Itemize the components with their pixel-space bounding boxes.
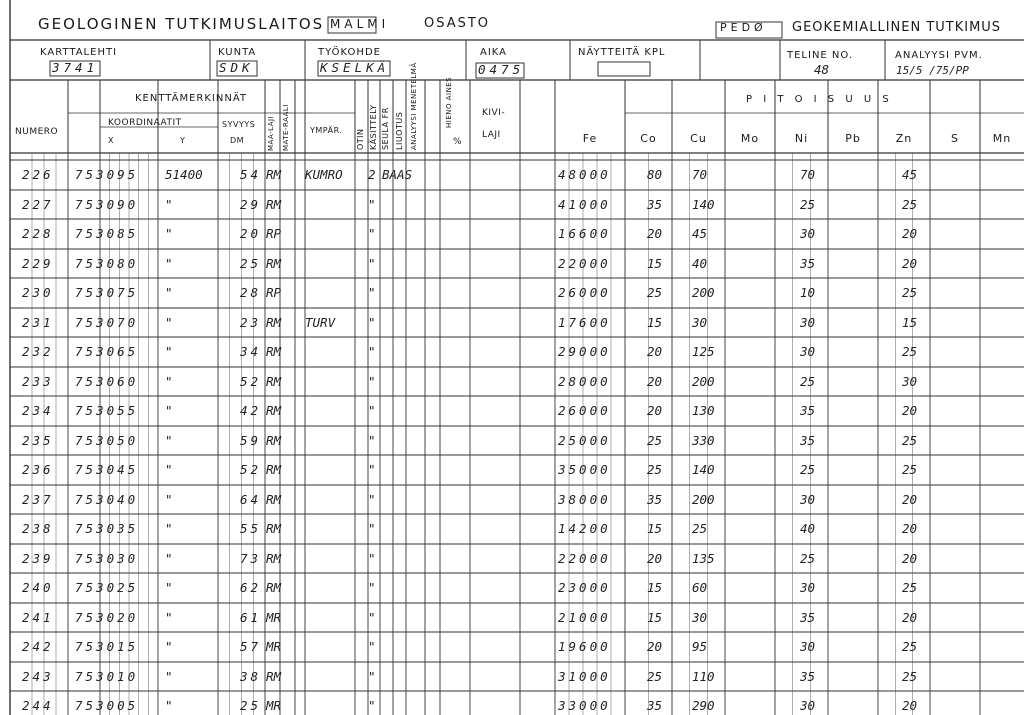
cell-fe: 28000 <box>558 373 611 389</box>
cell-number: 234 <box>22 403 54 418</box>
cell-number: 236 <box>22 462 54 477</box>
work-site-label: TYÖKOHDE <box>318 47 381 58</box>
cell-ni: 30 <box>800 491 816 507</box>
cell-y: " <box>165 196 173 212</box>
cell-depth: 42 <box>240 403 262 418</box>
cell-number: 226 <box>22 167 54 182</box>
cell-ni: 30 <box>800 226 816 241</box>
cell-sampler: " <box>368 314 376 330</box>
cell-x: 753090 <box>75 196 139 212</box>
method-header: ANALYYSI MENETELMÄ <box>410 62 418 150</box>
sampler-header: OTIN <box>356 128 365 150</box>
cell-material: RM <box>266 580 282 595</box>
cell-material: RM <box>266 491 282 507</box>
cell-zn: 20 <box>902 226 918 241</box>
metal-header-pb: Pb <box>845 132 861 145</box>
cell-sampler: " <box>368 698 376 713</box>
cell-sampler: " <box>368 580 376 595</box>
cell-fe: 22000 <box>558 255 611 271</box>
municipality-label: KUNTA <box>218 47 257 58</box>
cell-ni: 25 <box>800 462 816 477</box>
cell-ni: 35 <box>800 403 816 418</box>
cell-depth: 54 <box>240 167 262 182</box>
cell-x: 753060 <box>75 373 139 389</box>
cell-x: 753015 <box>75 639 139 654</box>
cell-cu: 330 <box>692 432 715 448</box>
cell-number: 231 <box>22 314 54 330</box>
cell-zn: 20 <box>902 521 918 536</box>
cell-x: 753055 <box>75 403 139 418</box>
metal-header-cu: Cu <box>690 132 707 145</box>
soil-header: MAA-LAJI <box>267 115 275 151</box>
cell-y: " <box>165 639 173 654</box>
cell-sampler: 2 <box>368 167 376 182</box>
cell-zn: 20 <box>902 609 918 625</box>
cell-sampler: " <box>368 226 376 241</box>
cell-number: 235 <box>22 432 54 448</box>
cell-x: 753065 <box>75 344 139 359</box>
cell-cu: 140 <box>692 462 715 477</box>
analysis-date-label: ANALYYSI PVM. <box>895 50 983 61</box>
cell-number: 242 <box>22 639 54 654</box>
cell-co: 15 <box>647 255 663 271</box>
cell-depth: 23 <box>240 314 262 330</box>
cell-x: 753005 <box>75 698 139 713</box>
cell-surroundings: KUMRO <box>305 167 343 182</box>
cell-co: 25 <box>647 432 663 448</box>
cell-number: 228 <box>22 226 54 241</box>
cell-depth: 62 <box>240 580 262 595</box>
cell-fe: 26000 <box>558 285 611 300</box>
cell-zn: 20 <box>902 255 918 271</box>
cell-number: 227 <box>22 196 54 212</box>
cell-x: 753030 <box>75 550 139 566</box>
department-value: MALMI <box>330 17 390 31</box>
cell-material: RM <box>266 344 282 359</box>
cell-number: 239 <box>22 550 54 566</box>
cell-sampler: " <box>368 639 376 654</box>
rack-value: 48 <box>814 62 830 77</box>
cell-y: " <box>165 462 173 477</box>
cell-ni: 25 <box>800 373 816 389</box>
cell-depth: 73 <box>240 550 262 566</box>
cell-ni: 35 <box>800 255 816 271</box>
work-site-value: KSELKÄ <box>320 60 390 75</box>
cell-depth: 38 <box>240 668 262 684</box>
cell-co: 15 <box>647 609 663 625</box>
cell-zn: 20 <box>902 550 918 566</box>
samples-label: NÄYTTEITÄ KPL <box>578 47 666 58</box>
cell-number: 230 <box>22 285 54 300</box>
cell-number: 240 <box>22 580 54 595</box>
cell-y: 51400 <box>165 167 203 182</box>
cell-ni: 25 <box>800 196 816 212</box>
cell-co: 25 <box>647 668 663 684</box>
cell-material: RM <box>266 521 282 536</box>
cell-sampler: " <box>368 491 376 507</box>
cell-ni: 35 <box>800 668 816 684</box>
cell-material: RM <box>266 550 282 566</box>
cell-cu: 40 <box>692 255 708 271</box>
cell-fe: 38000 <box>558 491 611 507</box>
cell-co: 20 <box>647 639 663 654</box>
cell-y: " <box>165 668 173 684</box>
surroundings-header: YMPÄR. <box>310 126 343 135</box>
cell-zn: 25 <box>902 668 918 684</box>
cell-ni: 30 <box>800 698 816 713</box>
cell-cu: 25 <box>692 521 708 536</box>
cell-zn: 20 <box>902 491 918 507</box>
cell-fe: 22000 <box>558 550 611 566</box>
cell-y: " <box>165 491 173 507</box>
cell-sampler: " <box>368 344 376 359</box>
metal-header-mo: Mo <box>740 132 760 145</box>
cell-x: 753095 <box>75 167 139 182</box>
cell-fe: 14200 <box>558 521 611 536</box>
cell-x: 753075 <box>75 285 139 300</box>
cell-zn: 25 <box>902 462 918 477</box>
cell-depth: 34 <box>240 344 262 359</box>
cell-zn: 30 <box>902 373 918 389</box>
cell-co: 80 <box>647 167 663 182</box>
metal-header-ni: Ni <box>794 132 809 145</box>
cell-material: RP <box>266 226 282 241</box>
cell-co: 20 <box>647 344 663 359</box>
percent-header: % <box>453 137 463 147</box>
x-header: X <box>108 136 114 145</box>
analysis-date-value: 15/5 /75/PP <box>896 64 969 77</box>
cell-material: RM <box>266 462 282 477</box>
cell-sampler: " <box>368 403 376 418</box>
cell-zn: 15 <box>902 314 918 330</box>
cell-co: 20 <box>647 550 663 566</box>
cell-depth: 61 <box>240 609 262 625</box>
cell-number: 237 <box>22 491 54 507</box>
cell-y: " <box>165 403 173 418</box>
cell-material: RM <box>266 196 282 212</box>
cell-fe: 17600 <box>558 314 611 330</box>
cell-material: RM <box>266 668 282 684</box>
cell-fe: 26000 <box>558 403 611 418</box>
municipality-value: SDK <box>219 60 254 75</box>
cell-ni: 30 <box>800 580 816 595</box>
cell-cu: 200 <box>692 373 715 389</box>
rock-header: KIVI-LAJI <box>482 108 506 140</box>
cell-fe: 23000 <box>558 580 611 595</box>
cell-x: 753035 <box>75 521 139 536</box>
metal-header-fe: Fe <box>582 132 598 145</box>
cell-x: 753080 <box>75 255 139 271</box>
cell-number: 233 <box>22 373 54 389</box>
y-header: Y <box>180 136 186 145</box>
cell-depth: 25 <box>240 698 262 713</box>
cell-cu: 290 <box>692 698 715 713</box>
cell-depth: 57 <box>240 639 262 654</box>
cell-y: " <box>165 580 173 595</box>
cell-cu: 200 <box>692 285 715 300</box>
cell-co: 15 <box>647 521 663 536</box>
cell-y: " <box>165 314 173 330</box>
cell-depth: 64 <box>240 491 262 507</box>
cell-treatment: BAAS <box>382 167 413 182</box>
cell-cu: 45 <box>692 226 708 241</box>
cell-material: MR <box>266 609 282 625</box>
cell-ni: 35 <box>800 609 816 625</box>
cell-surroundings: TURV <box>305 314 336 330</box>
cell-co: 35 <box>647 698 663 713</box>
cell-material: RM <box>266 403 282 418</box>
cell-zn: 25 <box>902 580 918 595</box>
cell-fe: 29000 <box>558 344 611 359</box>
cell-zn: 25 <box>902 285 918 300</box>
cell-material: RP <box>266 285 282 300</box>
coordinates-header: KOORDINAATIT <box>108 118 182 128</box>
cell-material: RM <box>266 432 282 448</box>
cell-fe: 21000 <box>558 609 611 625</box>
cell-cu: 140 <box>692 196 715 212</box>
cell-x: 753045 <box>75 462 139 477</box>
map-sheet-value: 3741 <box>52 60 99 75</box>
cell-ni: 35 <box>800 432 816 448</box>
cell-y: " <box>165 609 173 625</box>
cell-zn: 45 <box>902 167 918 182</box>
cell-depth: 29 <box>240 196 262 212</box>
cell-cu: 70 <box>692 167 708 182</box>
cell-y: " <box>165 698 173 713</box>
cell-number: 241 <box>22 609 54 625</box>
cell-sampler: " <box>368 255 376 271</box>
cell-zn: 20 <box>902 698 918 713</box>
time-value: 0475 <box>478 62 525 77</box>
fine-header: HIENO AINES <box>445 76 453 128</box>
cell-material: MR <box>266 639 282 654</box>
cell-cu: 60 <box>692 580 708 595</box>
cell-zn: 25 <box>902 196 918 212</box>
cell-depth: 55 <box>240 521 262 536</box>
cell-cu: 200 <box>692 491 715 507</box>
depth-header: SYVYYS <box>222 120 256 129</box>
cell-depth: 52 <box>240 462 262 477</box>
metal-header-s: S <box>951 132 959 145</box>
cell-fe: 19600 <box>558 639 611 654</box>
cell-fe: 48000 <box>558 167 611 182</box>
cell-number: 243 <box>22 668 54 684</box>
cell-number: 232 <box>22 344 54 359</box>
cell-ni: 30 <box>800 639 816 654</box>
cell-fe: 35000 <box>558 462 611 477</box>
contents-header: P I T O I S U U S <box>746 94 893 105</box>
cell-depth: 28 <box>240 285 262 300</box>
cell-depth: 52 <box>240 373 262 389</box>
cell-y: " <box>165 432 173 448</box>
cell-co: 25 <box>647 285 663 300</box>
cell-co: 20 <box>647 226 663 241</box>
cell-fe: 25000 <box>558 432 611 448</box>
cell-cu: 95 <box>692 639 708 654</box>
cell-x: 753085 <box>75 226 139 241</box>
cell-x: 753010 <box>75 668 139 684</box>
cell-cu: 30 <box>692 314 708 330</box>
cell-depth: 25 <box>240 255 262 271</box>
field-notes-header: KENTTÄMERKINNÄT <box>135 93 247 104</box>
cell-depth: 20 <box>240 226 262 241</box>
metal-header-zn: Zn <box>895 132 913 145</box>
cell-y: " <box>165 344 173 359</box>
cell-x: 753070 <box>75 314 139 330</box>
cell-ni: 70 <box>800 167 816 182</box>
cell-x: 753025 <box>75 580 139 595</box>
cell-fe: 41000 <box>558 196 611 212</box>
cell-zn: 25 <box>902 432 918 448</box>
cell-y: " <box>165 285 173 300</box>
cell-cu: 135 <box>692 550 715 566</box>
institute-title: GEOLOGINEN TUTKIMUSLAITOS <box>38 15 325 33</box>
time-label: AIKA <box>480 47 508 58</box>
cell-co: 25 <box>647 462 663 477</box>
cell-cu: 130 <box>692 403 715 418</box>
study-code: PEDØ <box>720 21 767 34</box>
depth-unit-header: DM <box>230 136 245 145</box>
metal-header-co: Co <box>640 132 657 145</box>
cell-x: 753040 <box>75 491 139 507</box>
cell-sampler: " <box>368 373 376 389</box>
cell-co: 35 <box>647 491 663 507</box>
cell-sampler: " <box>368 285 376 300</box>
map-sheet-label: KARTTALEHTI <box>40 47 118 58</box>
cell-ni: 10 <box>800 285 816 300</box>
cell-depth: 59 <box>240 432 262 448</box>
cell-co: 15 <box>647 314 663 330</box>
cell-material: MR <box>266 698 282 713</box>
cell-sampler: " <box>368 609 376 625</box>
cell-material: RM <box>266 255 282 271</box>
cell-material: RM <box>266 373 282 389</box>
cell-material: RM <box>266 167 282 182</box>
cell-y: " <box>165 550 173 566</box>
cell-co: 15 <box>647 580 663 595</box>
cell-cu: 125 <box>692 344 715 359</box>
cell-number: 229 <box>22 255 54 271</box>
cell-sampler: " <box>368 196 376 212</box>
samples-box <box>598 62 650 76</box>
cell-y: " <box>165 521 173 536</box>
cell-sampler: " <box>368 432 376 448</box>
cell-ni: 25 <box>800 550 816 566</box>
dissolution-header: LIUOTUS <box>395 111 404 150</box>
study-label: GEOKEMIALLINEN TUTKIMUS <box>792 20 1002 35</box>
cell-fe: 31000 <box>558 668 611 684</box>
cell-co: 20 <box>647 373 663 389</box>
cell-number: 238 <box>22 521 54 536</box>
cell-y: " <box>165 226 173 241</box>
cell-sampler: " <box>368 550 376 566</box>
cell-ni: 30 <box>800 344 816 359</box>
cell-sampler: " <box>368 462 376 477</box>
cell-co: 20 <box>647 403 663 418</box>
metal-header-mn: Mn <box>992 132 1012 145</box>
cell-fe: 33000 <box>558 698 611 713</box>
cell-cu: 30 <box>692 609 708 625</box>
cell-x: 753020 <box>75 609 139 625</box>
cell-y: " <box>165 373 173 389</box>
cell-zn: 25 <box>902 344 918 359</box>
department-label: OSASTO <box>424 16 491 31</box>
cell-fe: 16600 <box>558 226 611 241</box>
cell-sampler: " <box>368 668 376 684</box>
cell-cu: 110 <box>692 668 715 684</box>
cell-zn: 20 <box>902 403 918 418</box>
cell-ni: 30 <box>800 314 816 330</box>
rack-label: TELINE NO. <box>787 50 854 61</box>
sieve-header: SEULA FR <box>381 107 390 150</box>
cell-number: 244 <box>22 698 54 713</box>
cell-y: " <box>165 255 173 271</box>
material-header: MATE-RAALI <box>282 104 290 151</box>
cell-co: 35 <box>647 196 663 212</box>
cell-zn: 25 <box>902 639 918 654</box>
cell-material: RM <box>266 314 282 330</box>
treatment-header: KÄSITTELY <box>369 104 378 150</box>
cell-x: 753050 <box>75 432 139 448</box>
number-header: NUMERO <box>15 127 59 137</box>
cell-ni: 40 <box>800 521 816 536</box>
cell-sampler: " <box>368 521 376 536</box>
